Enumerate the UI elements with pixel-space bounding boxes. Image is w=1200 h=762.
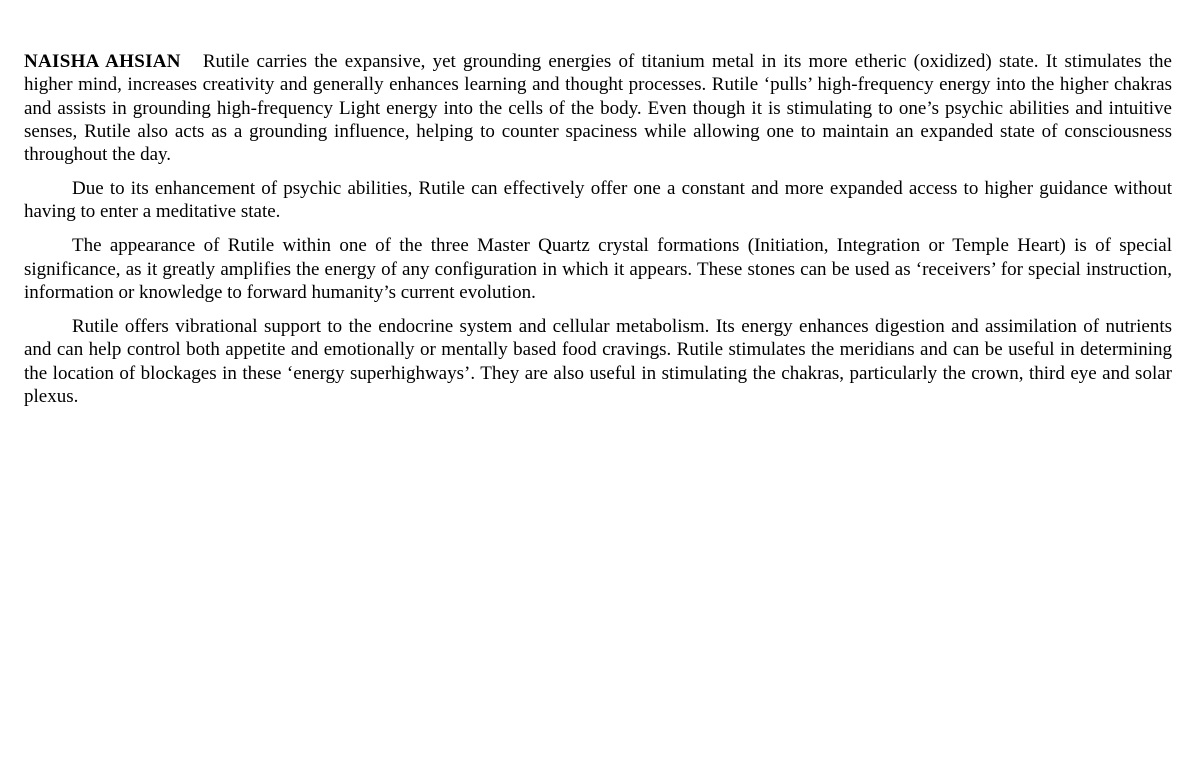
paragraph-guidance: Due to its enhancement of psychic abilities, Rutile can effectively offer one a constant and more expanded access to higher guidance without having to enter a meditative state. [24, 178, 1172, 223]
paragraph-physical-support: Rutile offers vibrational support to the endocrine system and cellular metabolism. Its energy enhances digestion and assimilation of nutrients and can help control both appetite and emotionally or mentally based food cravings. Rutile stimulates the meridians and can be useful in determining the location of blockages in these ‘energy superhighways’. They are also useful in stimulating the chakras, particularly the crown, third eye and solar plexus. [24, 316, 1172, 407]
paragraph-master-quartz: The appearance of Rutile within one of the three Master Quartz crystal formations (Initiation, Integration or Temple Heart) is of special significance, as it greatly amplifies the energy of any configuration in which it appears. These stones can be used as ‘receivers’ for special instruction, information or knowledge to forward humanity’s current evolution. [24, 235, 1172, 304]
author-name: NAISHA AHSIAN [24, 51, 181, 72]
paragraph-intro-text: Rutile carries the expansive, yet grounding energies of titanium metal in its more etheric (oxidized) state. It stimulates the higher mind, increases creativity and generally enhances learning and thought processes. Rutile ‘pulls’ high-frequency energy into the higher chakras and assists in grounding high-frequency Light energy into the cells of the body. Even though it is stimulating to one’s psychic abilities and intuitive senses, Rutile also acts as a grounding influence, helping to counter spaciness while allowing one to maintain an expanded state of consciousness throughout the day. [24, 51, 1172, 166]
paragraph-intro [24, 50, 1172, 166]
